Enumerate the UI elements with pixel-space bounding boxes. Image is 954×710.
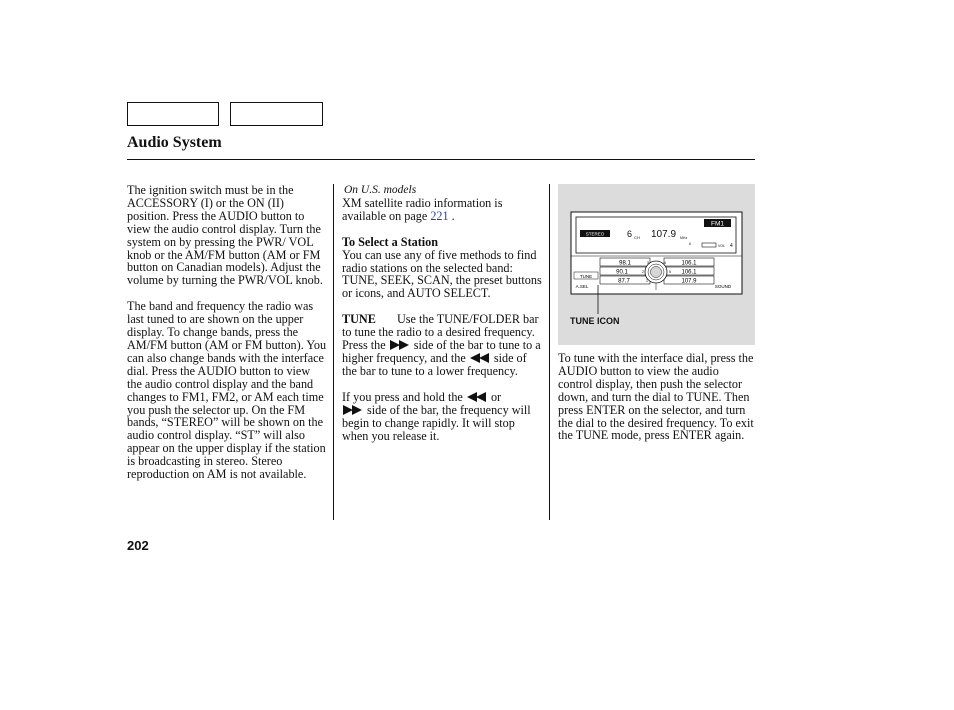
paragraph-bands: The band and frequency the radio was last tuned to are shown on the upper display. To change bands, press the AM/FM button (AM or FM button). You can also change bands with the interface dial. Press the AUDIO button to view the audio control display and the band changes to FM1, FM2, or AM each time you push the selector up. On the FM bands, “STEREO” will be shown on the audio control display. “ST” will also appear on the upper display if the station is broadcasting in stereo. Stereo reproduction on AM is not available. bbox=[127, 299, 327, 482]
section-tab-2 bbox=[230, 102, 323, 126]
preset-5: 87.7 bbox=[618, 278, 630, 285]
preset-1: 98.1 bbox=[619, 260, 631, 267]
preset-num-3: 3 bbox=[647, 261, 649, 265]
preset-num-2: 2 bbox=[642, 270, 644, 274]
select-station-heading: To Select a Station bbox=[342, 234, 439, 249]
column-1 bbox=[127, 184, 327, 481]
section-tab-1 bbox=[127, 102, 219, 126]
tune-icon-caption: TUNE ICON bbox=[570, 316, 620, 326]
tune-label: TUNE bbox=[342, 312, 376, 327]
fast-forward-icon bbox=[389, 340, 411, 350]
column-3 bbox=[558, 352, 756, 442]
preset-num-1: 1 bbox=[646, 279, 648, 283]
frequency-unit: MHz bbox=[680, 236, 688, 240]
page-link-221[interactable]: 221 bbox=[430, 208, 449, 223]
volume-label: VOL bbox=[718, 244, 726, 248]
preset-6: 107.9 bbox=[681, 278, 697, 285]
paragraph-interface-dial: To tune with the interface dial, press the AUDIO button to view the audio control display, then push the selector down, and turn the dial to TUNE. Then press ENTER on the selector, and turn the dial to the desired frequency. To exit the TUNE mode, press ENTER again. bbox=[558, 351, 754, 443]
preset-marker-6: 6 bbox=[689, 242, 691, 246]
audio-display-figure bbox=[558, 184, 755, 345]
page-number: 202 bbox=[127, 538, 149, 553]
hold-text-c: side of the bar, the frequency will begin to change rapidly. It will stop when you release it. bbox=[342, 402, 531, 443]
channel-unit: CH bbox=[634, 235, 640, 240]
fast-forward-icon bbox=[342, 405, 364, 415]
stereo-text: STEREO bbox=[585, 231, 605, 237]
band-text: FM1 bbox=[711, 220, 724, 228]
preset-4: 106.1 bbox=[681, 269, 697, 276]
xm-end: . bbox=[448, 208, 455, 223]
column-divider-1 bbox=[333, 184, 334, 520]
hold-text-a: If you press and hold the bbox=[342, 389, 463, 404]
volume-value: 4 bbox=[730, 243, 733, 249]
frequency-readout: 107.9 bbox=[651, 229, 677, 240]
paragraph-select: You can use any of five methods to find radio stations on the selected band: TUNE, SEEK, SCAN, the preset buttons or icons, and AUTO SELECT. bbox=[342, 247, 542, 301]
paragraph-hold bbox=[342, 391, 544, 443]
column-2 bbox=[342, 184, 544, 442]
tune-side-label: TUNE bbox=[579, 274, 593, 279]
sound-side-label: SOUND bbox=[714, 284, 732, 289]
page-title: Audio System bbox=[127, 134, 222, 151]
tune-text-c: side of the bar to tune to a lower frequency. bbox=[342, 350, 527, 378]
column-divider-2 bbox=[549, 184, 550, 520]
preset-num-5: 5 bbox=[669, 270, 671, 274]
channel-number: 6 bbox=[627, 229, 633, 239]
tune-text-a: Use the TUNE/FOLDER bar to tune the radio to a desired frequency. Press the bbox=[342, 312, 539, 353]
us-models-note: On U.S. models bbox=[344, 184, 417, 196]
preset-3: 90.1 bbox=[616, 269, 628, 276]
hold-text-b: or bbox=[490, 389, 502, 404]
rewind-icon bbox=[466, 392, 488, 402]
asel-side-label: A.SEL bbox=[575, 284, 589, 289]
rewind-icon bbox=[469, 353, 491, 363]
preset-num-4: 4 bbox=[664, 261, 666, 265]
xm-text: XM satellite radio information is available on page bbox=[342, 195, 503, 223]
paragraph-ignition: The ignition switch must be in the ACCESSORY (I) or the ON (II) position. Press the AUDIO button to view the audio control display. Turn the system on by pressing the PWR/ VOL knob or the AM/FM button (AM or FM button on Canadian models). Adjust the volume by turning the PWR/VOL knob. bbox=[127, 183, 323, 288]
paragraph-xm bbox=[342, 197, 544, 223]
preset-2: 106.1 bbox=[681, 260, 697, 267]
title-divider bbox=[127, 159, 755, 160]
tune-text-b: side of the bar to tune to a higher frequency, and the bbox=[342, 338, 541, 365]
paragraph-tune bbox=[342, 313, 544, 378]
